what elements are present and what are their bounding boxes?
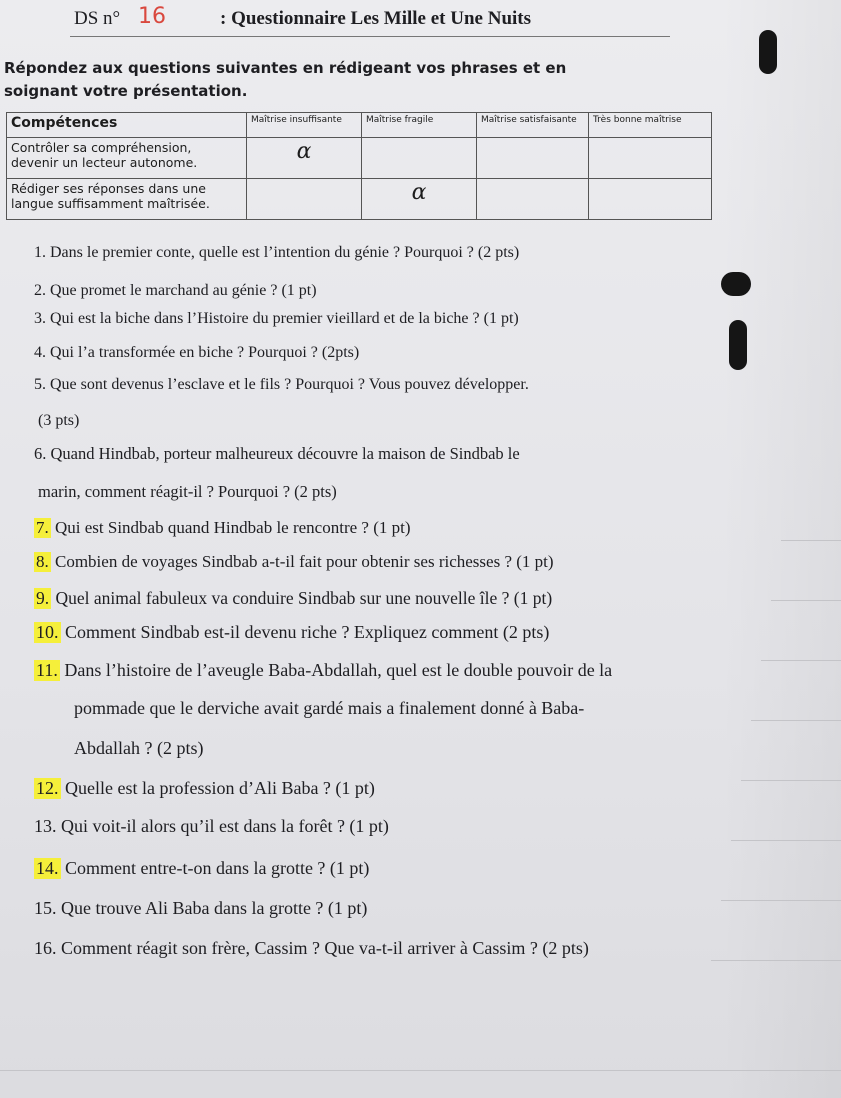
check-mark: α xyxy=(296,138,312,164)
question-text: Que sont devenus l’esclave et le fils ? Pourquoi ? Vous pouvez développer. xyxy=(50,376,529,393)
binder-hole xyxy=(721,272,751,296)
ds-number: 16 xyxy=(138,4,166,29)
question-text: Que trouve Ali Baba dans la grotte ? (1 pt) xyxy=(61,898,368,918)
table-cell xyxy=(247,178,362,219)
question-item xyxy=(34,444,520,464)
question-number: 11. xyxy=(36,660,58,680)
table-header-cell: Compétences xyxy=(7,113,247,138)
table-header-cell: Maîtrise satisfaisante xyxy=(477,113,589,138)
question-number: 3. xyxy=(34,310,46,327)
question-item xyxy=(34,282,317,300)
question-text: pommade que le derviche avait gardé mais a finalement donné à Baba- xyxy=(74,698,585,718)
question-number: 6. xyxy=(34,444,47,463)
question-number: 9. xyxy=(36,588,50,608)
binder-hole xyxy=(729,320,747,370)
document-title: : Questionnaire Les Mille et Une Nuits xyxy=(220,8,532,29)
question-text: marin, comment réagit-il ? Pourquoi ? (2 pts) xyxy=(38,482,337,501)
table-cell xyxy=(362,137,477,178)
instructions-line: Répondez aux questions suivantes en rédigeant vos phrases et en xyxy=(4,59,567,77)
binder-edge xyxy=(721,0,841,1098)
question-item xyxy=(34,244,519,262)
ruled-line xyxy=(731,840,841,841)
question-item xyxy=(34,310,519,328)
ruled-line xyxy=(0,1070,841,1071)
question-number: 12. xyxy=(36,778,59,798)
ruled-line xyxy=(761,660,841,661)
question-number: 4. xyxy=(34,344,46,361)
question-item xyxy=(74,698,584,719)
question-item xyxy=(34,660,612,681)
competence-label: Rédiger ses réponses dans une langue suffisamment maîtrisée. xyxy=(7,178,247,219)
table-cell xyxy=(589,137,712,178)
check-mark: α xyxy=(411,179,427,205)
question-text: Comment Sindbab est-il devenu riche ? Expliquez comment (2 pts) xyxy=(65,622,550,642)
ruled-line xyxy=(721,900,841,901)
ruled-line xyxy=(711,960,841,961)
question-text: Quelle est la profession d’Ali Baba ? (1 pt) xyxy=(65,778,375,798)
table-cell xyxy=(477,137,589,178)
question-item xyxy=(34,518,411,538)
question-text: Qui est Sindbab quand Hindbab le rencontre ? (1 pt) xyxy=(55,518,411,537)
instructions xyxy=(4,57,684,103)
question-item xyxy=(34,344,359,362)
binder-hole xyxy=(759,30,777,74)
question-text: Que promet le marchand au génie ? (1 pt) xyxy=(50,282,317,299)
ruled-line xyxy=(741,780,841,781)
question-item xyxy=(74,738,203,759)
question-text: Combien de voyages Sindbab a-t-il fait pour obtenir ses richesses ? (1 pt) xyxy=(55,552,554,571)
question-number: 1. xyxy=(34,244,46,261)
competences-table xyxy=(6,112,712,220)
question-number: 8. xyxy=(36,552,49,571)
ruled-line xyxy=(771,600,841,601)
question-item xyxy=(38,482,337,502)
competence-label: Contrôler sa compréhension, devenir un lecteur autonome. xyxy=(7,137,247,178)
question-text: Abdallah ? (2 pts) xyxy=(74,738,204,758)
table-cell xyxy=(589,178,712,219)
question-text: Qui voit-il alors qu’il est dans la forêt ? (1 pt) xyxy=(61,816,389,836)
question-number: 14. xyxy=(36,858,59,878)
question-item xyxy=(38,412,79,430)
question-number: 10. xyxy=(36,622,59,642)
question-text: Qui l’a transformée en biche ? Pourquoi ? (2pts) xyxy=(50,344,360,361)
document-header xyxy=(70,2,670,37)
question-number: 7. xyxy=(36,518,49,537)
table-row xyxy=(7,137,712,178)
question-item xyxy=(34,938,589,959)
table-header-cell: Très bonne maîtrise xyxy=(589,113,712,138)
ruled-line xyxy=(781,540,841,541)
question-text: Quel animal fabuleux va conduire Sindbab sur une nouvelle île ? (1 pt) xyxy=(55,588,553,608)
question-text: Comment réagit son frère, Cassim ? Que va-t-il arriver à Cassim ? (2 pts) xyxy=(61,938,589,958)
question-text: Comment entre-t-on dans la grotte ? (1 pt) xyxy=(65,858,370,878)
question-number: 16. xyxy=(34,938,57,958)
table-header-cell: Maîtrise fragile xyxy=(362,113,477,138)
table-header-cell: Maîtrise insuffisante xyxy=(247,113,362,138)
ds-label: DS n° xyxy=(74,8,121,29)
question-text: (3 pts) xyxy=(38,412,80,429)
question-text: Dans le premier conte, quelle est l’intention du génie ? Pourquoi ? (2 pts) xyxy=(50,244,520,261)
question-number: 2. xyxy=(34,282,46,299)
question-item xyxy=(34,622,549,643)
table-cell xyxy=(247,137,362,178)
question-item xyxy=(34,552,554,572)
question-text: Qui est la biche dans l’Histoire du premier vieillard et de la biche ? (1 pt) xyxy=(50,310,519,327)
question-number: 13. xyxy=(34,816,57,836)
question-item xyxy=(34,858,369,879)
question-item xyxy=(34,816,389,837)
question-item xyxy=(34,778,375,799)
instructions-line: soignant votre présentation. xyxy=(4,82,248,100)
table-header-row xyxy=(7,113,712,138)
question-item xyxy=(34,588,552,609)
question-number: 5. xyxy=(34,376,46,393)
question-item xyxy=(34,898,367,919)
question-text: Dans l’histoire de l’aveugle Baba-Abdallah, quel est le double pouvoir de la xyxy=(64,660,613,680)
table-cell xyxy=(477,178,589,219)
question-number: 15. xyxy=(34,898,57,918)
table-row xyxy=(7,178,712,219)
ruled-line xyxy=(751,720,841,721)
question-item xyxy=(34,376,529,394)
table-cell xyxy=(362,178,477,219)
question-text: Quand Hindbab, porteur malheureux découvre la maison de Sindbab le xyxy=(50,444,520,463)
